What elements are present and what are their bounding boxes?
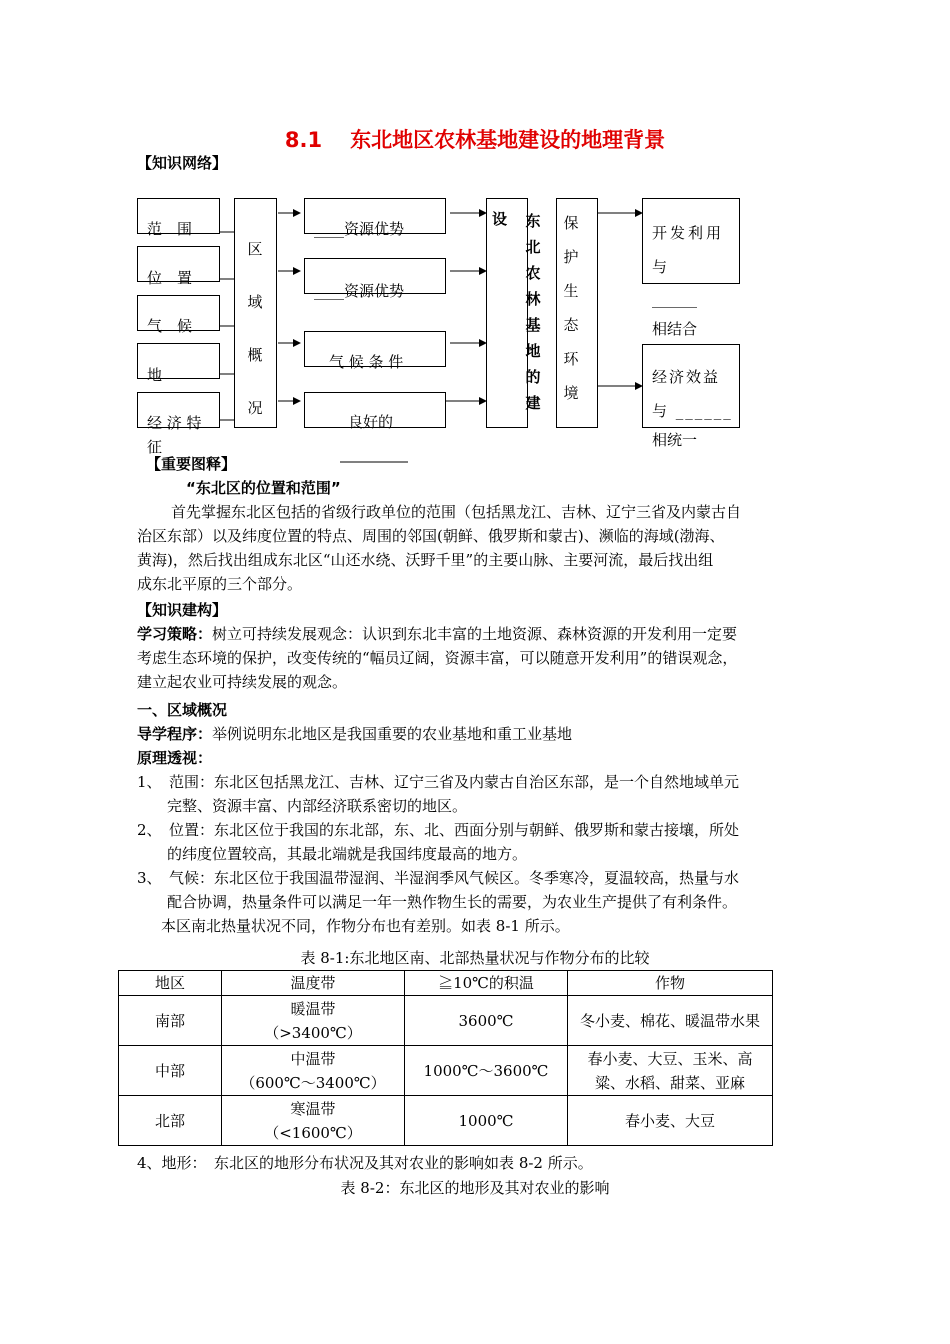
table-row: 北部 寒温带 （<1600℃） 1000℃ 春小麦、大豆 [119,1096,773,1146]
protect-vertical-text: 保 护 生 态 环 境 [563,214,579,402]
region-char: 域 [247,293,263,311]
principle-label: 原理透视： [137,749,213,767]
table1-caption: 表 8-1:东北地区南、北部热量状况与作物分布的比较 [300,949,650,967]
region-char: 区 [247,240,263,258]
box-scope-label: 范 围 [147,220,193,238]
part-one-heading: 一、区域概况 [137,701,228,719]
region-char: 概 [247,346,263,364]
climate-condition-label: 气 候 条 件 [329,353,404,371]
table2-caption: 表 8-2：东北区的地形及其对农业的影响 [340,1179,610,1197]
build-head: 设 [492,210,508,228]
section-knowledge-build: 【知识建构】 [137,601,228,619]
box-location-label: 位 置 [147,269,193,287]
table-row: 中部 中温带 （600℃～3400℃） 1000℃～3600℃ 春小麦、大豆、玉米、高 粱、水稻、甜菜、亚麻 [119,1046,773,1096]
table-header: 温度带 [222,971,405,996]
table-header-row [119,971,773,996]
development-after: ______ 相结合 [652,290,698,338]
box-terrain-label: 地 [147,366,163,384]
table-header: ≧10℃的积温 [405,971,568,996]
box-economy-overflow: 征 [147,438,163,456]
build-vertical-text: 东 北 农 林 基 地 的 建 [525,212,541,412]
page-title: 8.1 东北地区农林基地建设的地理背景 [284,128,666,152]
table-row: 南部 暖温带 （>3400℃） 3600℃ 冬小麦、棉花、暖温带水果 [119,996,773,1046]
item-scope: 1、 范围：东北区包括黑龙江、吉林、辽宁三省及内蒙古自治区东部，是一个自然地域单元 完整、资源丰富、内部经济联系密切的地区。 [137,773,740,815]
section-important-figure: 【重要图释】 [146,455,237,473]
economic-benefit-after: 相统一 [652,431,698,449]
item-location: 2、 位置：东北区位于我国的东北部，东、北、西面分别与朝鲜、俄罗斯和蒙古接壤，所处 的纬度位置较高，其最北端就是我国纬度最高的地方。 [137,821,740,863]
figure-title: “东北区的位置和范围” [186,479,341,497]
section-knowledge-network: 【知识网络】 [137,154,228,172]
blank-line-text: ________ [340,440,400,458]
table-header: 地区 [119,971,222,996]
guide-line: 导学程序：举例说明东北地区是我国重要的农业基地和重工业基地 [137,725,573,743]
table-header: 作物 [568,971,773,996]
economic-benefit-label: 经济效益 与 ______ [652,368,733,420]
box-climate-label: 气 候 [147,317,193,335]
resource-advantage-1-label: ____资源优势 [314,220,405,238]
strategy-paragraph: 学习策略：树立可持续发展观念：认识到东北丰富的土地资源、森林资源的开发利用一定要 考虑生态环境的保护，改变传统的“幅员辽阔，资源丰富，可以随意开发利用”的错误观念， 建立起农业可持续发展的观念。 [137,625,738,691]
item-climate: 3、 气候：东北区位于我国温带湿润、半湿润季风气候区。冬季寒冷，夏温较高，热量与水 配合协调，热量条件可以满足一年一熟作物生长的需要，为农业生产提供了有利条件。 本区南北热量状况不同，作物分布也有差别。如表 8-1 所示。 [137,869,740,935]
box-economy-label: 经 济 特 [147,414,202,432]
table-heat-crops [118,970,773,1146]
figure-paragraph: 首先掌握东北区包括的省级行政单位的范围（包括黑龙江、吉林、辽宁三省及内蒙古自 治区东部）以及纬度位置的特点、周围的邻国(朝鲜、俄罗斯和蒙古)、濒临的海域(渤海、 黄海)，然后找出组成东北区“山还水绕、沃野千里”的主要山脉、主要河流，最后找出组 成东北平原的三个部分。 [137,503,742,593]
good-label: 良好的 [348,413,394,431]
development-label: 开发利用 与 [652,224,725,276]
resource-advantage-2-label: ____资源优势 [314,282,405,300]
box-northeast-base-building [486,198,528,428]
region-char: 况 [247,399,263,417]
principle-items [137,770,837,938]
item-terrain: 4、地形： 东北区的地形分布状况及其对农业的影响如表 8-2 所示。 [137,1154,593,1172]
